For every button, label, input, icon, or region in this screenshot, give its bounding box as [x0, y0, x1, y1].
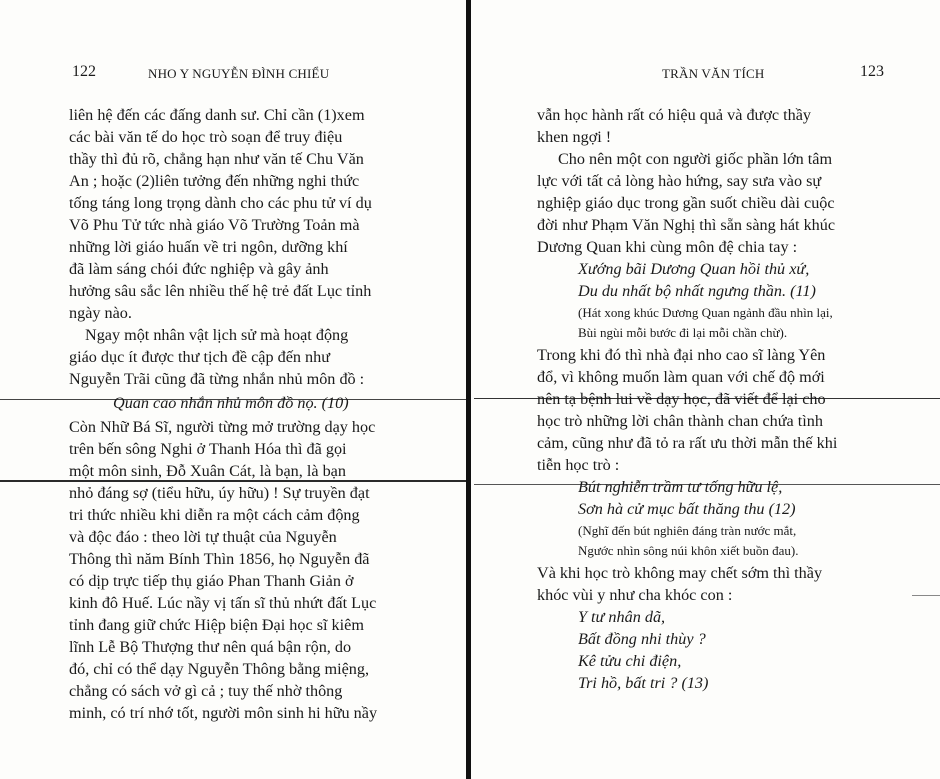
verse-line: Bút nghiễn trầm tư tống hữu lệ, — [578, 478, 783, 496]
translation-line: Ngước nhìn sông núi khôn xiết buồn đau). — [578, 543, 799, 558]
left-page — [0, 0, 468, 779]
verse-line: Sơn hà cử mục bất thăng thu (12) — [578, 500, 796, 518]
text-line: khen ngợi ! — [537, 128, 612, 146]
text-line: lĩnh Lễ Bộ Thượng thư nên quá bận rộn, do — [69, 638, 352, 656]
text-line: Nguyễn Trãi cũng đã từng nhắn nhủ môn đồ : — [69, 370, 365, 388]
text-line: minh, có trí nhớ tốt, người môn sinh hi hữu nầy — [69, 704, 378, 722]
text-line: đời như Phạm Văn Nghị thì sẵn sàng hát khúc — [537, 216, 836, 234]
text-line: đã làm sáng chói đức nghiệp và gây ảnh — [69, 260, 329, 278]
text-line: những lời giáo huấn về tri ngôn, dưỡng khí — [69, 238, 348, 256]
translation-line: (Hát xong khúc Dương Quan ngảnh đầu nhìn lại, — [578, 305, 833, 320]
verse-line: Quan cao nhắn nhủ môn đồ nọ. (10) — [113, 394, 349, 412]
text-line: tri thức nhiều khi diễn ra một cách cảm động — [69, 506, 360, 524]
text-line: và độc đáo : theo lời tự thuật của Nguyễn — [69, 528, 337, 546]
text-line: trên bến sông Nghi ở Thanh Hóa thì đã gọi — [69, 440, 347, 458]
text-line: đó, chỉ có thể dạy Nguyễn Thông bằng miệng, — [69, 660, 370, 678]
text-line: liên hệ đến các đấng danh sư. Chỉ cần (1)xem — [69, 106, 365, 124]
text-line: học trò những lời chân thành chan chứa tình — [537, 412, 823, 430]
translation-line: (Nghĩ đến bút nghiên đáng tràn nước mắt, — [578, 523, 797, 538]
verse-line: Du du nhất bộ nhất ngưng thần. (11) — [578, 282, 816, 300]
verse-line: Y tư nhân dã, — [578, 608, 666, 626]
text-line: các bài văn tế do học trò soạn để truy điệu — [69, 128, 343, 146]
text-line: một môn sinh, Đỗ Xuân Cát, là bạn, là bạn — [69, 462, 346, 480]
verse-line: Kê tửu chi điện, — [578, 652, 682, 670]
verse-line: Tri hồ, bất tri ? (13) — [578, 674, 709, 692]
text-line: tiễn học trò : — [537, 456, 620, 474]
running-head: NHO Y NGUYỄN ĐÌNH CHIỂU — [148, 66, 330, 81]
text-line: tống táng long trọng dành cho các phu tử ví dụ — [69, 194, 372, 212]
page-number: 122 — [72, 63, 96, 80]
text-line: tỉnh đang giữ chức Hiệp biện Đại học sĩ kiêm — [69, 616, 364, 634]
text-line: cảm, cũng như đã tỏ ra rất ưu thời mẫn thế khi — [537, 434, 838, 452]
translation-line: Bùi ngùi mỗi bước đi lại mỗi chần chừ). — [578, 325, 788, 340]
text-line: đổ, vì không muốn làm quan với chế độ mới — [537, 368, 825, 386]
text-line: thầy thì đủ rõ, chẳng hạn như văn tế Chu Văn — [69, 150, 364, 168]
text-line: chẳng có sách vở gì cả ; tuy thế nhờ thông — [69, 682, 343, 700]
text-line: vẫn học hành rất có hiệu quả và được thầy — [537, 106, 811, 124]
text-line: khóc vùi y như cha khóc con : — [537, 586, 733, 604]
text-line: nên tạ bệnh lui về dạy học, đã viết để lại cho — [537, 390, 826, 408]
text-line: Trong khi đó thì nhà đại nho cao sĩ làng Yên — [537, 346, 826, 364]
text-line: nhỏ đáng sợ (tiểu hữu, úy hữu) ! Sự truyền đạt — [69, 484, 370, 502]
running-head: TRẦN VĂN TÍCH — [662, 66, 765, 81]
verse-line: Xướng bãi Dương Quan hồi thủ xứ, — [578, 260, 810, 278]
text-line: kinh đô Huế. Lúc nầy vị tấn sĩ thủ nhứt đất Lục — [69, 594, 377, 612]
text-line: lực với tất cả lòng hào hứng, say sưa vào sự — [537, 172, 822, 190]
text-line: Võ Phu Tử tức nhà giáo Võ Trường Toản mà — [69, 216, 360, 234]
text-line: nghiệp giáo dục trong gần suốt chiều dài cuộc — [537, 194, 835, 212]
page-number: 123 — [860, 63, 884, 80]
text-line: Dương Quan khi cùng môn đệ chia tay : — [537, 238, 798, 256]
text-line: Và khi học trò không may chết sớm thì thầy — [537, 564, 823, 582]
text-line: Thông thì năm Bính Thìn 1856, họ Nguyễn đã — [69, 550, 370, 568]
text-line: hưởng sâu sắc lên nhiều thế hệ trẻ đất Lục tỉnh — [69, 282, 372, 300]
verse-line: Bất đồng nhi thùy ? — [578, 630, 706, 648]
right-page — [474, 0, 940, 779]
text-line: An ; hoặc (2)liên tưởng đến những nghi thức — [69, 172, 360, 190]
text-line: ngày nào. — [69, 304, 132, 322]
text-line: có dịp trực tiếp thụ giáo Phan Thanh Giản ở — [69, 572, 354, 590]
text-line: Ngay một nhân vật lịch sử mà hoạt động — [85, 326, 349, 344]
text-line: Cho nên một con người giốc phần lớn tâm — [558, 150, 833, 168]
text-line: giáo dục ít được thư tịch đề cập đến như — [69, 348, 330, 366]
text-line: Còn Nhữ Bá Sĩ, người từng mở trường dạy học — [69, 418, 376, 436]
